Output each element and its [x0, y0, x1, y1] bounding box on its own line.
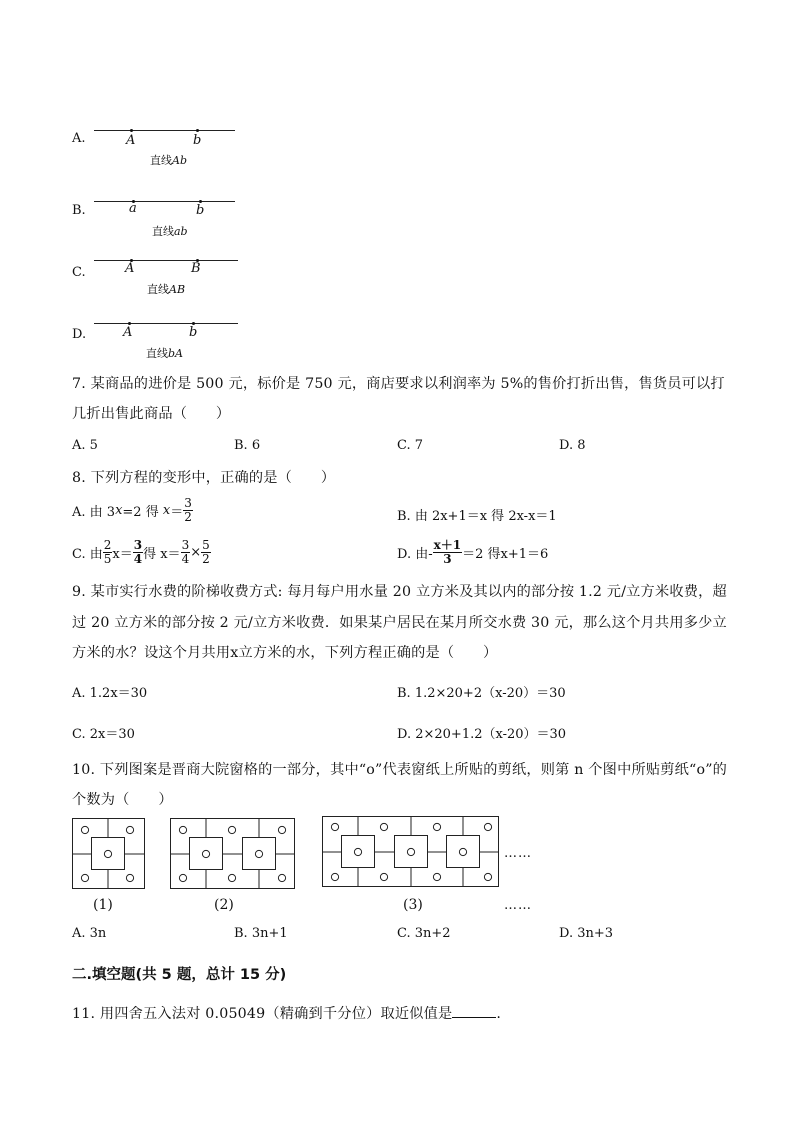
q6-option-d-line — [94, 323, 238, 324]
q7-option-d: D. 8 — [559, 438, 586, 453]
section-fill-in-title: 二.填空题(共 5 题，总计 15 分) — [72, 967, 287, 983]
q6-option-c-letter: C. — [72, 265, 86, 280]
q11-stem: 11. 用四舍五入法对 0.05049（精确到千分位）取近似值是 . — [72, 1006, 502, 1022]
q9-stem-line3: 方米的水？设这个月共用x立方米的水，下列方程正确的是（ ） — [72, 645, 498, 661]
q11-answer-blank[interactable] — [452, 1005, 496, 1018]
q6-option-c-label1: A — [125, 261, 135, 276]
q9-option-c: C. 2x＝30 — [72, 727, 135, 742]
q6-option-b-caption: 直线ab — [152, 225, 188, 238]
q8-option-a: A. 由 3x=2 得 x＝ $\frac{3}{2}$ — [72, 496, 192, 524]
q6-option-b-letter: B. — [72, 203, 86, 218]
q7-stem-line1: 7. 某商品的进价是 500 元，标价是 750 元，商店要求以利润率为 5%的售价打折出售，售货员可以打 — [72, 376, 725, 392]
q6-option-a-letter: A. — [72, 131, 86, 146]
q10-figure-3-label: (3) — [403, 897, 423, 913]
q6-option-b-line — [94, 201, 235, 202]
q9-option-b: B. 1.2×20+2（x-20）＝30 — [397, 686, 566, 701]
q10-label-ellipsis: …… — [504, 898, 532, 913]
q9-option-d: D. 2×20+1.2（x-20）＝30 — [397, 727, 567, 742]
q9-stem-line1: 9. 某市实行水费的阶梯收费方式: 每月每户用水量 20 立方米及其以内的部分按 1.2 元/立方米收费，超 — [72, 584, 727, 600]
q10-figure-2 — [170, 818, 296, 890]
q7-option-b: B. 6 — [234, 438, 261, 453]
q6-option-a-label1: A — [126, 133, 136, 148]
q6-option-b-label2: b — [196, 203, 205, 218]
q7-option-a: A. 5 — [72, 438, 98, 453]
q10-figure-ellipsis: …… — [504, 846, 532, 861]
q6-option-d-letter: D. — [72, 327, 87, 342]
q8-option-d: D. 由- $\frac{x+1}{3}$ ＝2 得x+1＝6 — [397, 538, 549, 566]
q6-option-a-point2 — [196, 129, 199, 132]
q10-stem-line2: 个数为（ ） — [72, 792, 173, 808]
q6-option-c-label2: B — [191, 261, 201, 276]
q10-figure-2-label: (2) — [214, 897, 234, 913]
q10-option-c: C. 3n+2 — [397, 926, 451, 941]
q6-option-c-line — [94, 260, 238, 261]
q8-stem: 8. 下列方程的变形中，正确的是（ ） — [72, 470, 336, 486]
q10-figure-1-label: (1) — [93, 897, 113, 913]
q8-option-b: B. 由 2x+1＝x 得 2x-x＝1 — [397, 509, 557, 524]
q6-option-a-point1 — [130, 129, 133, 132]
q6-option-d-label2: b — [189, 325, 198, 340]
q6-option-a-line — [94, 130, 235, 131]
q10-option-a: A. 3n — [72, 926, 107, 941]
q6-option-a-label2: b — [193, 133, 202, 148]
q10-figure-3 — [322, 816, 500, 888]
q6-option-d-caption: 直线bA — [146, 347, 183, 360]
q6-option-c-caption: 直线AB — [147, 283, 186, 296]
q10-figure-1 — [72, 818, 146, 890]
q10-stem-line1: 10. 下列图案是晋商大院窗格的一部分，其中“o”代表窗纸上所贴的剪纸，则第 n 个图中所贴剪纸“o”的 — [72, 762, 728, 778]
q6-option-d-label1: A — [123, 325, 133, 340]
q10-option-b: B. 3n+1 — [234, 926, 288, 941]
q10-option-d: D. 3n+3 — [559, 926, 614, 941]
q9-stem-line2: 过 20 立方米的部分按 2 元/立方米收费．如果某户居民在某月所交水费 30 元，那么这个月共用多少立 — [72, 615, 727, 631]
q8-a-fraction: $\frac{3}{2}$ — [184, 496, 192, 524]
q6-option-a-caption: 直线Ab — [150, 154, 187, 167]
q7-stem-line2: 几折出售此商品（ ） — [72, 406, 231, 422]
q6-option-b-label1: a — [129, 201, 137, 216]
q9-option-a: A. 1.2x＝30 — [72, 686, 148, 701]
q8-option-c: C. 由 $\frac{2}{5}$ x＝ $\frac{3}{4}$ 得 x＝ $\frac{3}{4}$ × $\frac{5}{2}$ — [72, 538, 210, 566]
q7-option-c: C. 7 — [397, 438, 424, 453]
